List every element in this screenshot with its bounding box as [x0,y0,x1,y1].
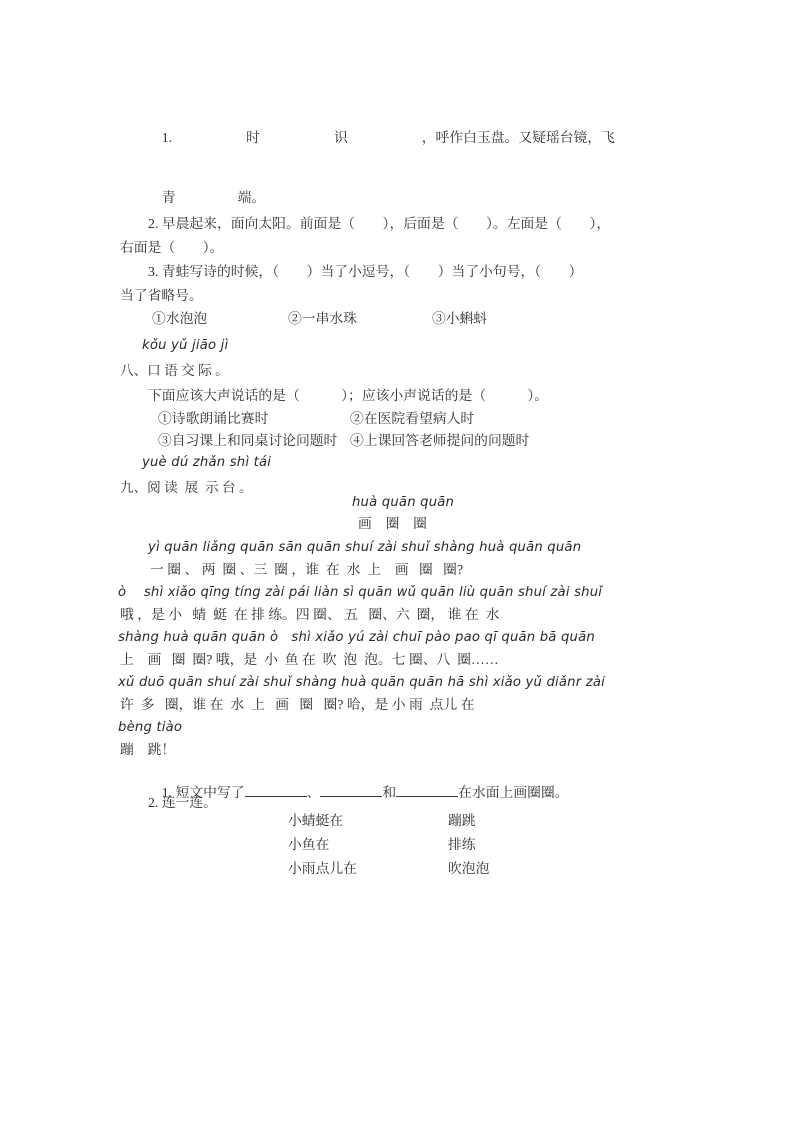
q1-blank-3[interactable] [396,796,458,797]
passage-question-2: 2. 连一连。 [148,795,217,810]
q1-prefix: 1. 短文中写了 [161,784,245,800]
section-eight-question: 下面应该大声说话的是（ ）；应该小声说话的是（ ）。 [148,388,549,403]
passage-line-3-pinyin: shàng huà quān quān ò shì xiǎo yú zài chuī pào pao qī quān bā quān [118,630,595,645]
matching-left-item-1[interactable]: 小蜻蜓在 [288,813,344,828]
item3-option-3: ③小蝌蚪 [432,311,488,326]
item1-line2 [148,177,265,218]
matching-right-item-3[interactable]: 吹泡泡 [448,861,490,876]
section-eight-option-2: ②在医院看望病人时 [350,411,475,426]
item1-gap-char-2: 识 [333,129,348,145]
passage-title-han: 画 圈 圈 [358,516,427,531]
passage-title-pinyin: huà quān quān [352,495,455,510]
passage-line-4-pinyin: xǔ duō quān shuí zài shuǐ shàng huà quān quān hā shì xiǎo yǔ diǎnr zài [118,675,606,690]
item3-line1: 3. 青蛙写诗的时候，（ ）当了小逗号，（ ）当了小句号，（ ） [148,264,583,279]
matching-left-item-3[interactable]: 小雨点儿在 [288,861,357,876]
item3-option-2: ②一串水珠 [288,311,357,326]
item1-line2-char1: 青 [161,189,176,205]
item1-line1 [148,117,615,158]
section-eight-option-4: ④上课回答老师提问的问题时 [350,433,530,448]
q1-suffix: 在水面上画圈圈。 [458,784,569,800]
passage-line-1-han: 一 圈 、 两 圈 、三 圈 ，谁 在 水 上 画 圈 圈? [150,562,464,577]
section-eight-pinyin-title: kǒu yǔ jiāo jì [142,338,229,353]
item2-line1: 2. 早晨起来，面向太阳。前面是（ ），后面是（ ）。左面是（ ）， [148,216,611,231]
item1-text-after: ，呼作白玉盘。又疑瑶台镜，飞 [421,129,615,145]
item1-gap-char-1: 时 [246,129,260,145]
q1-blank-2[interactable] [320,796,382,797]
passage-line-2-pinyin: ò shì xiǎo qīng tíng zài pái liàn sì quān wǔ quān liù quān shuí zài shuǐ [118,585,603,600]
matching-right-item-2[interactable]: 排练 [448,837,476,852]
q1-sep-1: 、 [306,784,321,800]
q1-blank-1[interactable] [245,796,307,797]
matching-left-item-2[interactable]: 小鱼在 [288,837,330,852]
passage-line-3-han: 上 画 圈 圈? 哦，是 小 鱼 在 吹 泡 泡。七 圈、八 圈…… [120,652,499,667]
section-nine-pinyin-title: yuè dú zhǎn shì tái [142,455,272,470]
passage-line-1-pinyin: yì quān liǎng quān sān quān shuí zài shuǐ shàng huà quān quān [148,540,582,555]
item2-line2: 右面是（ ）。 [120,240,224,255]
q1-sep-2: 和 [382,784,397,800]
item3-line2: 当了省略号。 [120,288,203,303]
section-eight-option-3: ③自习课上和同桌讨论问题时 [158,433,338,448]
section-eight-option-1: ①诗歌朗诵比赛时 [158,411,269,426]
item1-number: 1. [161,129,173,145]
passage-line-4-han: 许 多 圈，谁 在 水 上 画 圈 圈? 哈，是 小 雨 点儿 在 [120,697,475,712]
item1-line2-char2: 端。 [237,189,266,205]
passage-line-5-pinyin: bèng tiào [118,720,183,735]
section-eight-title: 八、口 语 交 际 。 [120,363,229,378]
item3-option-1: ①水泡泡 [152,311,208,326]
matching-right-item-1[interactable]: 蹦跳 [448,813,476,828]
passage-line-5-han: 蹦 跳！ [120,742,176,757]
passage-line-2-han: 哦 ，是 小 蜻 蜓 在 排 练。四 圈、 五 圈、六 圈， 谁 在 水 [120,607,500,622]
section-nine-title: 九、阅 读 展 示 台 。 [120,480,253,495]
